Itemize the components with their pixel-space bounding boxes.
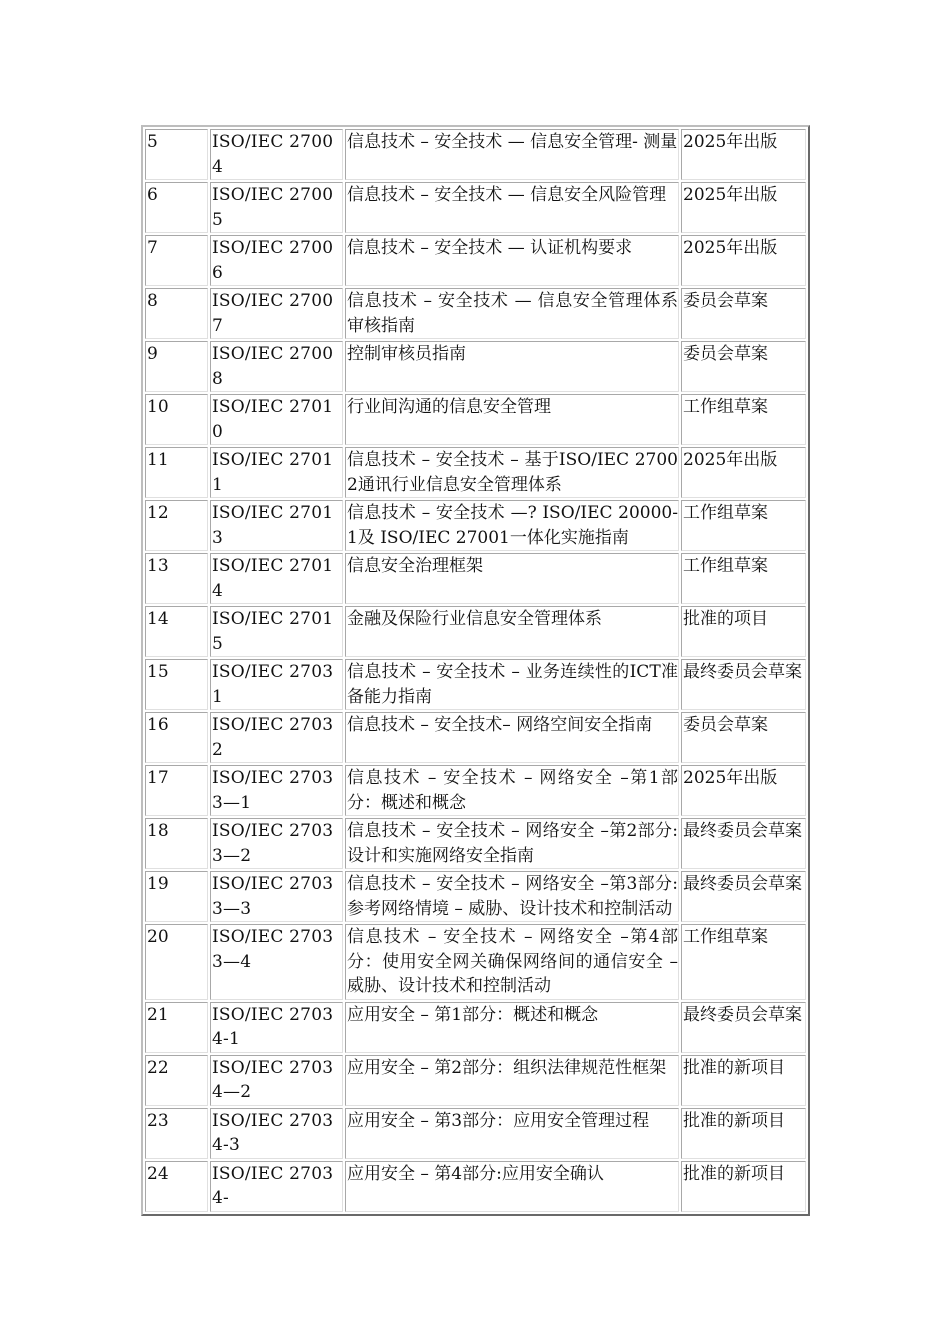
- cell-standard-code: ISO/IEC 27034-1: [210, 1002, 343, 1053]
- cell-status: 委员会草案: [681, 712, 806, 763]
- cell-status: 批准的新项目: [681, 1161, 806, 1212]
- cell-status: 委员会草案: [681, 341, 806, 392]
- table-row: [145, 712, 806, 763]
- table-row: [145, 606, 806, 657]
- cell-status: 最终委员会草案: [681, 871, 806, 922]
- cell-standard-code: ISO/IEC 27008: [210, 341, 343, 392]
- cell-number: 18: [145, 818, 208, 869]
- table-row: [145, 1161, 806, 1212]
- cell-standard-title: 信息技术 – 安全技术– 网络空间安全指南: [345, 712, 679, 763]
- cell-number: 5: [145, 129, 208, 180]
- cell-number: 19: [145, 871, 208, 922]
- cell-number: 8: [145, 288, 208, 339]
- cell-standard-code: ISO/IEC 27033—3: [210, 871, 343, 922]
- table-row: [145, 871, 806, 922]
- table-row: [145, 924, 806, 1000]
- table-row: [145, 553, 806, 604]
- cell-status: 批准的新项目: [681, 1055, 806, 1106]
- cell-standard-title: 信息技术 – 安全技术 – 网络安全 –第1部分：概述和概念: [345, 765, 679, 816]
- cell-standard-code: ISO/IEC 27010: [210, 394, 343, 445]
- table-row: [145, 1002, 806, 1053]
- cell-standard-code: ISO/IEC 27014: [210, 553, 343, 604]
- table-row: [145, 447, 806, 498]
- cell-standard-title: 信息技术 – 安全技术 – 网络安全 –第2部分:设计和实施网络安全指南: [345, 818, 679, 869]
- cell-standard-code: ISO/IEC 27015: [210, 606, 343, 657]
- table-row: [145, 818, 806, 869]
- cell-standard-code: ISO/IEC 27034-: [210, 1161, 343, 1212]
- cell-standard-title: 信息技术 – 安全技术 — 信息安全管理体系审核指南: [345, 288, 679, 339]
- cell-standard-code: ISO/IEC 27033—1: [210, 765, 343, 816]
- cell-number: 17: [145, 765, 208, 816]
- cell-standard-title: 信息技术 – 安全技术 – 基于ISO/IEC 27002通讯行业信息安全管理体系: [345, 447, 679, 498]
- cell-standard-code: ISO/IEC 27031: [210, 659, 343, 710]
- cell-standard-title: 信息技术 – 安全技术 —? ISO/IEC 20000-1及 ISO/IEC 27001一体化实施指南: [345, 500, 679, 551]
- cell-standard-code: ISO/IEC 27034—2: [210, 1055, 343, 1106]
- cell-standard-code: ISO/IEC 27033—2: [210, 818, 343, 869]
- iso-standards-table: [141, 125, 810, 1216]
- cell-status: 2025年出版: [681, 182, 806, 233]
- cell-standard-title: 控制审核员指南: [345, 341, 679, 392]
- table-row: [145, 500, 806, 551]
- cell-number: 22: [145, 1055, 208, 1106]
- cell-status: 最终委员会草案: [681, 659, 806, 710]
- cell-standard-code: ISO/IEC 27011: [210, 447, 343, 498]
- cell-number: 16: [145, 712, 208, 763]
- cell-number: 23: [145, 1108, 208, 1159]
- table-row: [145, 341, 806, 392]
- cell-number: 14: [145, 606, 208, 657]
- cell-status: 2025年出版: [681, 129, 806, 180]
- cell-number: 13: [145, 553, 208, 604]
- cell-status: 最终委员会草案: [681, 818, 806, 869]
- cell-status: 委员会草案: [681, 288, 806, 339]
- table-row: [145, 182, 806, 233]
- cell-status: 批准的新项目: [681, 1108, 806, 1159]
- table-row: [145, 1108, 806, 1159]
- cell-standard-code: ISO/IEC 27033—4: [210, 924, 343, 1000]
- table-row: [145, 235, 806, 286]
- table-row: [145, 288, 806, 339]
- cell-status: 最终委员会草案: [681, 1002, 806, 1053]
- table-row: [145, 1055, 806, 1106]
- cell-standard-code: ISO/IEC 27006: [210, 235, 343, 286]
- table-body: [145, 129, 806, 1212]
- cell-standard-title: 应用安全 – 第2部分：组织法律规范性框架: [345, 1055, 679, 1106]
- cell-standard-title: 信息技术 – 安全技术 — 信息安全管理- 测量: [345, 129, 679, 180]
- cell-number: 6: [145, 182, 208, 233]
- cell-standard-title: 应用安全 – 第4部分:应用安全确认: [345, 1161, 679, 1212]
- cell-status: 2025年出版: [681, 235, 806, 286]
- cell-standard-title: 行业间沟通的信息安全管理: [345, 394, 679, 445]
- cell-number: 21: [145, 1002, 208, 1053]
- cell-number: 10: [145, 394, 208, 445]
- cell-number: 15: [145, 659, 208, 710]
- cell-status: 2025年出版: [681, 447, 806, 498]
- cell-status: 工作组草案: [681, 553, 806, 604]
- cell-standard-code: ISO/IEC 27032: [210, 712, 343, 763]
- cell-standard-title: 信息技术 – 安全技术 – 网络安全 –第4部分：使用安全网关确保网络间的通信安全 – 威胁、设计技术和控制活动: [345, 924, 679, 1000]
- cell-number: 7: [145, 235, 208, 286]
- cell-standard-title: 应用安全 – 第1部分：概述和概念: [345, 1002, 679, 1053]
- cell-standard-code: ISO/IEC 27034-3: [210, 1108, 343, 1159]
- cell-standard-code: ISO/IEC 27005: [210, 182, 343, 233]
- cell-standard-code: ISO/IEC 27004: [210, 129, 343, 180]
- table-row: [145, 659, 806, 710]
- cell-number: 12: [145, 500, 208, 551]
- cell-standard-code: ISO/IEC 27007: [210, 288, 343, 339]
- cell-standard-title: 金融及保险行业信息安全管理体系: [345, 606, 679, 657]
- cell-standard-code: ISO/IEC 27013: [210, 500, 343, 551]
- cell-status: 批准的项目: [681, 606, 806, 657]
- table-row: [145, 394, 806, 445]
- cell-status: 2025年出版: [681, 765, 806, 816]
- cell-standard-title: 应用安全 – 第3部分：应用安全管理过程: [345, 1108, 679, 1159]
- cell-standard-title: 信息技术 – 安全技术 – 业务连续性的ICT准备能力指南: [345, 659, 679, 710]
- cell-standard-title: 信息安全治理框架: [345, 553, 679, 604]
- cell-status: 工作组草案: [681, 394, 806, 445]
- cell-number: 24: [145, 1161, 208, 1212]
- cell-number: 20: [145, 924, 208, 1000]
- cell-status: 工作组草案: [681, 924, 806, 1000]
- cell-number: 9: [145, 341, 208, 392]
- cell-status: 工作组草案: [681, 500, 806, 551]
- table-row: [145, 129, 806, 180]
- cell-standard-title: 信息技术 – 安全技术 – 网络安全 –第3部分:参考网络情境 – 威胁、设计技术和控制活动: [345, 871, 679, 922]
- table-row: [145, 765, 806, 816]
- cell-number: 11: [145, 447, 208, 498]
- cell-standard-title: 信息技术 – 安全技术 — 认证机构要求: [345, 235, 679, 286]
- cell-standard-title: 信息技术 – 安全技术 — 信息安全风险管理: [345, 182, 679, 233]
